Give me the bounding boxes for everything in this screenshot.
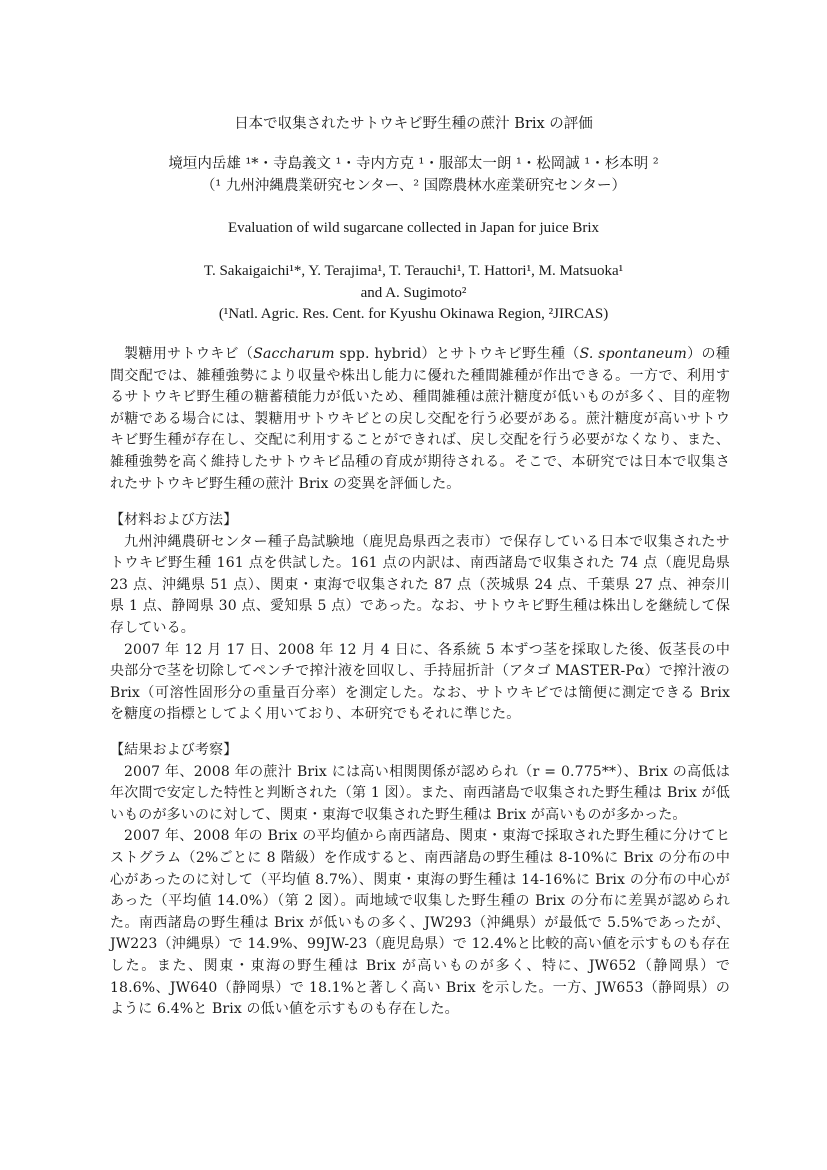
results-section bbox=[110, 740, 730, 1021]
intro-paragraph bbox=[110, 344, 730, 495]
results-paragraph-1: 2007 年、2008 年の蔗汁 Brix には高い相関関係が認められ（r = 0.775**）、Brix の高低は年次間で安定した特性と判断された（第 1 図）。また、南西諸島で収集された野生種は Brix が低いものが多いのに対して、関東・東海で収集された野生種は Brix が高いものが多かった。 bbox=[110, 763, 730, 823]
authors-en-line2: and A. Sugimoto² bbox=[360, 285, 467, 301]
methods-heading: 【材料および方法】 bbox=[110, 512, 238, 528]
intro-text-a: 製糖用サトウキビ（ bbox=[124, 346, 254, 362]
results-heading: 【結果および考察】 bbox=[110, 742, 238, 758]
affiliation-en: (¹Natl. Agric. Res. Cent. for Kyushu Okinawa Region, ²JIRCAS) bbox=[218, 306, 609, 322]
intro-text-c: ）の種間交配では、雑種強勢により収量や株出し能力に優れた種間雑種が作出できる。一方で、利用するサトウキビ野生種の糖蓄積能力が低いため、種間雑種は蔗汁糖度が低いものが多く、目的産物が糖である場合には、製糖用サトウキビとの戻し交配を行う必要がある。蔗汁糖度が高いサトウキビ野生種が存在し、交配に利用することができれば、戻し交配を行う必要がなくなり、また、雑種強勢を高く維持したサトウキビ品種の育成が期待される。そこで、本研究では日本で収集されたサトウキビ野生種の蔗汁 Brix の変異を評価した。 bbox=[110, 346, 731, 492]
title-en: Evaluation of wild sugarcane collected in Japan for juice Brix bbox=[227, 220, 600, 236]
intro-text-b: spp. hybrid）とサトウキビ野生種（ bbox=[334, 346, 580, 362]
introduction bbox=[110, 344, 730, 495]
results-paragraph-2: 2007 年、2008 年の Brix の平均値から南西諸島、関東・東海で採取された野生種に分けてヒストグラム（2%ごとに 8 階級）を作成すると、南西諸島の野生種は 8-10%に Brix の分布の中心があったのに対して（平均値 8.7%）、関東・東海の野生種は 14-16%に Brix の分布の中心があった（平均値 14.0%）（第 2 図）。両地域で収集した野生種の Brix の分布に差異が認められた。南西諸島の野生種は Brix が低いもの多く、JW293（沖縄県）が最低で 5.5%であったが、JW223（沖縄県）で 14.9%、99JW-23（鹿児島県）で 12.4%と比較的高い値を示すものも存在した。また、関東・東海の野生種は Brix が高いものが多く、特に、JW652（静岡県）で 18.6%、JW640（静岡県）で 18.1%と著しく高い Brix を示した。一方、JW653（静岡県）のように 6.4%と Brix の低い値を示すものも存在した。 bbox=[110, 828, 730, 1018]
title-ja: 日本で収集されたサトウキビ野生種の蔗汁 Brix の評価 bbox=[234, 116, 593, 132]
affiliation-ja: （¹ 九州沖縄農業研究センター、² 国際農林水産業研究センター） bbox=[200, 178, 627, 194]
authors-ja: 境垣内岳雄 ¹*・寺島義文 ¹・寺内方克 ¹・服部太一朗 ¹・松岡誠 ¹・杉本明 ² bbox=[168, 156, 659, 172]
methods-paragraph-1: 九州沖縄農研センター種子島試験地（鹿児島県西之表市）で保存している日本で収集されたサトウキビ野生種 161 点を供試した。161 点の内訳は、南西諸島で収集された 74 点（鹿児島県 23 点、沖縄県 51 点）、関東・東海で収集された 87 点（茨城県 24 点、千葉県 27 点、神奈川県 1 点、静岡県 30 点、愛知県 5 点）であった。なお、サトウキビ野生種は株出しを継続して保存している。 bbox=[110, 533, 730, 636]
intro-genus: Saccharum bbox=[253, 346, 335, 362]
methods-paragraph-2: 2007 年 12 月 17 日、2008 年 12 月 4 日に、各系統 5 本ずつ茎を採取した後、仮茎長の中央部分で茎を切除してペンチで搾汁液を回収し、手持屈折計（アタゴ MASTER-Pα）で搾汁液の Brix（可溶性固形分の重量百分率）を測定した。なお、サトウキビでは簡便に測定できる Brix を糖度の指標としてよく用いており、本研究でもそれに準じた。 bbox=[110, 641, 730, 723]
methods-section bbox=[110, 510, 730, 726]
intro-species: S. spontaneum bbox=[579, 346, 687, 362]
authors-en-line1: T. Sakaigaichi¹*, Y. Terajima¹, T. Terauchi¹, T. Hattori¹, M. Matsuoka¹ bbox=[203, 263, 624, 279]
